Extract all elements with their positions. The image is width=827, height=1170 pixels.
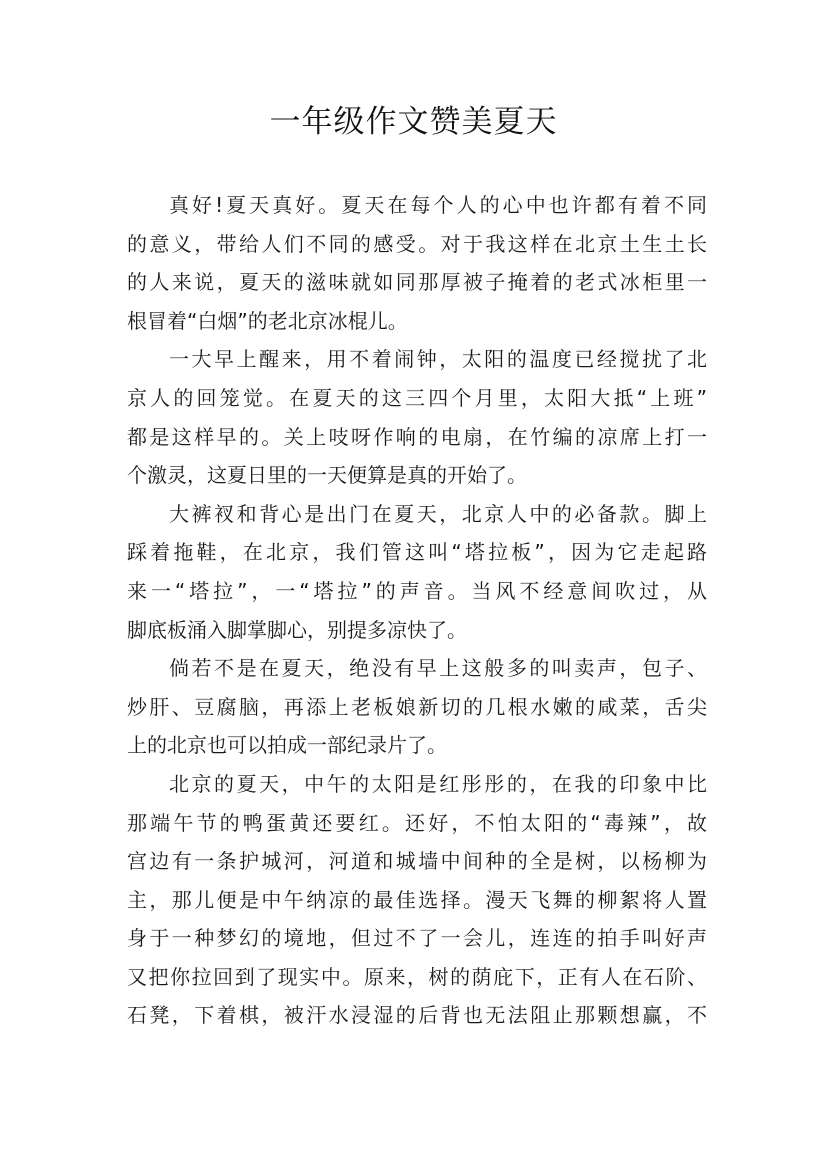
- text-line: 来一“塔拉”，一“塔拉”的声音。当风不经意间吹过，从: [127, 578, 707, 603]
- text-line: 上的北京也可以拍成一部纪录片了。: [127, 733, 447, 758]
- text-line: 的人来说，夏天的滋味就如同那厚被子掩着的老式冰柜里一: [127, 270, 707, 295]
- text-line: 京人的回笼觉。在夏天的这三四个月里，太阳大抵“上班”: [127, 385, 707, 410]
- text-line: 北京的夏天，中午的太阳是红彤彤的，在我的印象中比: [169, 771, 707, 796]
- text-line: 根冒着“白烟”的老北京冰棍儿。: [127, 308, 408, 333]
- text-line: 都是这样早的。关上吱呀作响的电扇，在竹编的凉席上打一: [127, 424, 707, 449]
- text-line: 个激灵，这夏日里的一天便算是真的开始了。: [127, 463, 527, 488]
- text-line: 宫边有一条护城河，河道和城墙中间种的全是树，以杨柳为: [127, 849, 707, 874]
- text-line: 的意义，带给人们不同的感受。对于我这样在北京土生土长: [127, 231, 707, 256]
- text-line: 主，那儿便是中午纳凉的最佳选择。漫天飞舞的柳絮将人置: [127, 887, 707, 912]
- text-line: 真好!夏天真好。夏天在每个人的心中也许都有着不同: [169, 193, 707, 217]
- text-line: 一大早上醒来，用不着闹钟，太阳的温度已经搅扰了北: [169, 347, 707, 372]
- text-line: 脚底板涌入脚掌脚心，别提多凉快了。: [127, 617, 467, 642]
- text-line: 大裤衩和背心是出门在夏天，北京人中的必备款。脚上: [169, 501, 707, 526]
- text-line: 石凳，下着棋，被汗水浸湿的后背也无法阻止那颗想赢，不: [127, 1003, 707, 1028]
- document-title: 一年级作文赞美夏天: [269, 104, 558, 140]
- text-line: 踩着拖鞋，在北京，我们管这叫“塔拉板”，因为它走起路: [127, 540, 707, 565]
- essay-body: [127, 186, 707, 1035]
- text-line: 身于一种梦幻的境地，但过不了一会儿，连连的拍手叫好声: [127, 926, 707, 951]
- text-line: 又把你拉回到了现实中。原来，树的荫庇下，正有人在石阶、: [127, 964, 707, 989]
- text-line: 倘若不是在夏天，绝没有早上这般多的叫卖声，包子、: [169, 656, 707, 681]
- text-line: 那端午节的鸭蛋黄还要红。还好，不怕太阳的“毒辣”，故: [127, 810, 707, 835]
- text-line: 炒肝、豆腐脑，再添上老板娘新切的几根水嫩的咸菜，舌尖: [127, 694, 707, 719]
